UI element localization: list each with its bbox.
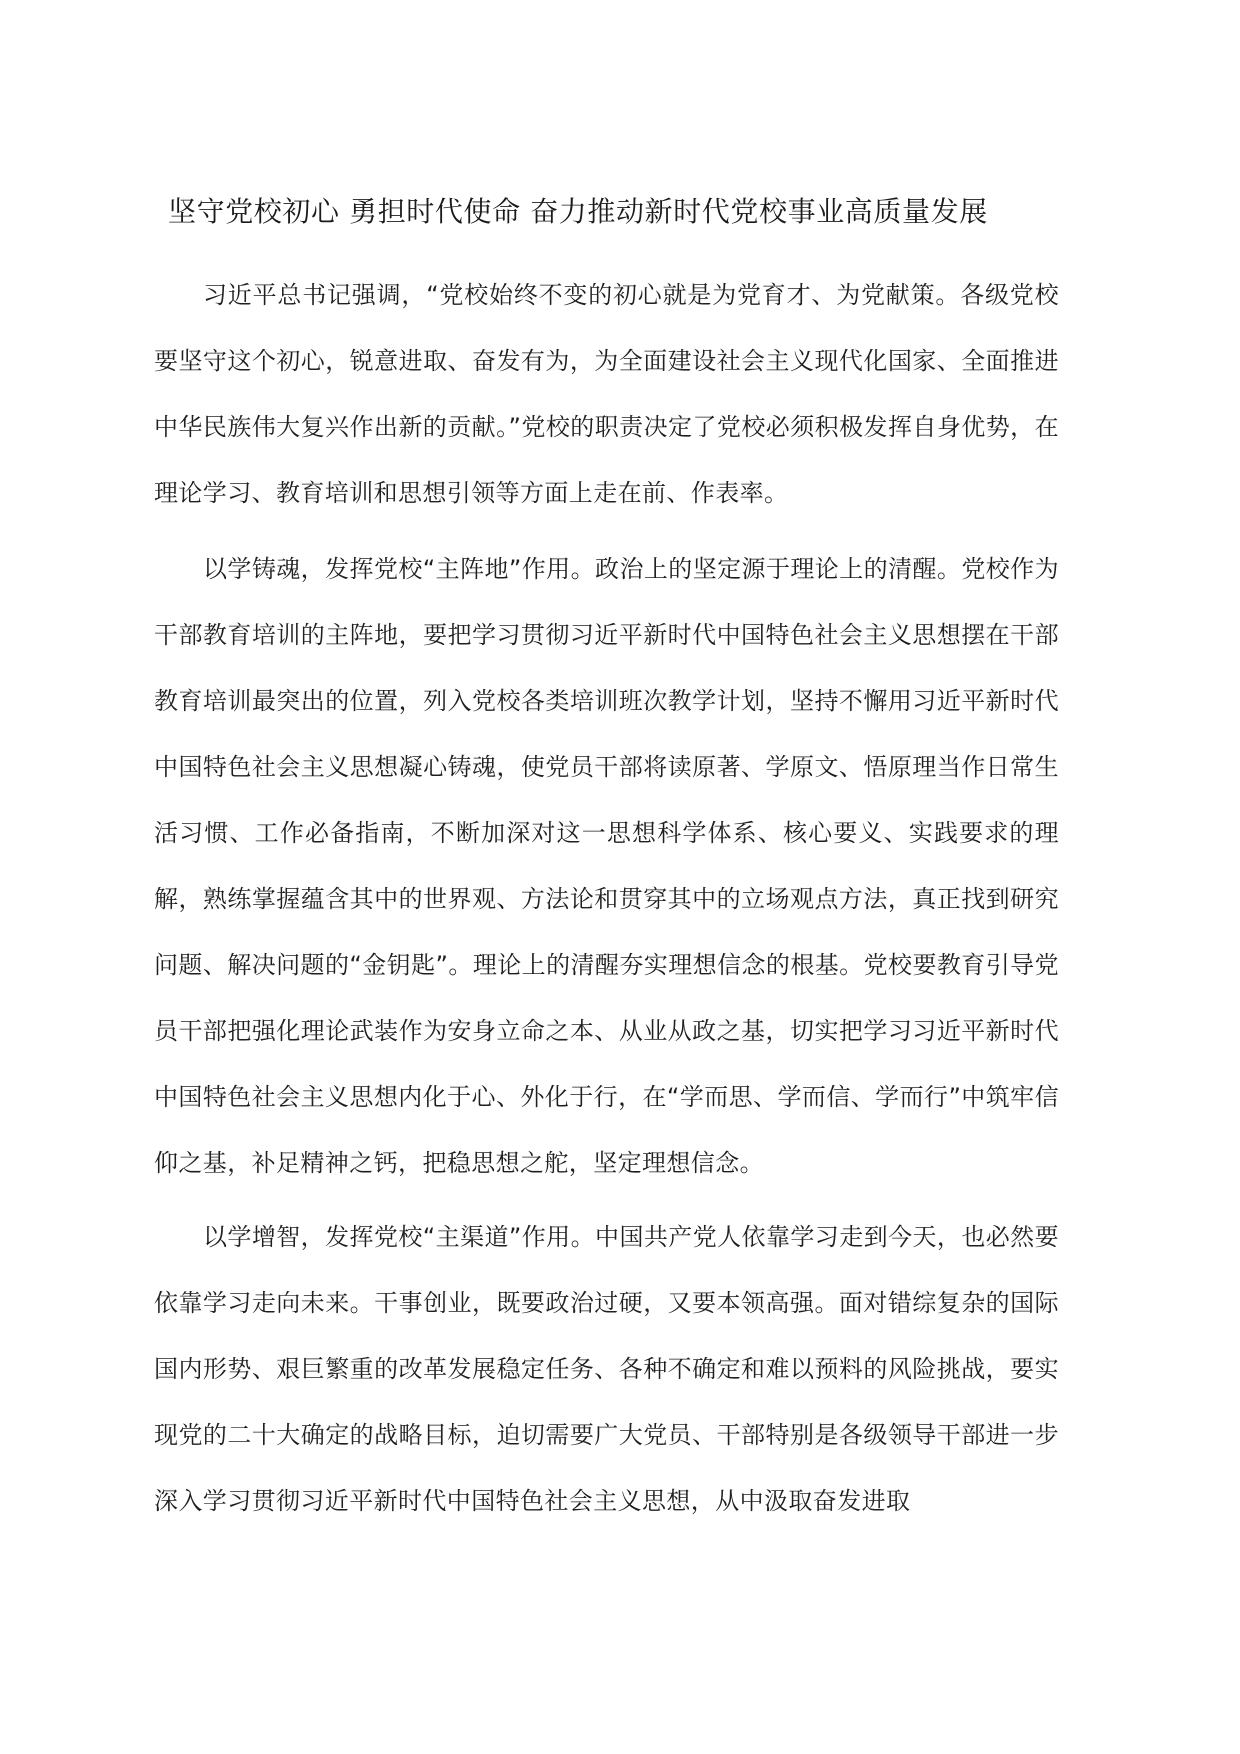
paragraph-zhuqudao: 以学增智，发挥党校“主渠道”作用。中国共产党人依靠学习走到今天，也必然要依靠学习走向未来。干事创业，既要政治过硬，又要本领高强。面对错综复杂的国际国内形势、艰巨繁重的改革发展稳定任务、各种不确定和难以预料的风险挑战，要实现党的二十大确定的战略目标，迫切需要广大党员、干部特别是各级领导干部进一步深入学习贯彻习近平新时代中国特色社会主义思想，从中汲取奋发进取 <box>154 1223 1059 1515</box>
paragraph-zhuzhendi: 以学铸魂，发挥党校“主阵地”作用。政治上的坚定源于理论上的清醒。党校作为干部教育培训的主阵地，要把学习贯彻习近平新时代中国特色社会主义思想摆在干部教育培训最突出的位置，列入党校各类培训班次教学计划，坚持不懈用习近平新时代中国特色社会主义思想凝心铸魂，使党员干部将读原著、学原文、悟原理当作日常生活习惯、工作必备指南，不断加深对这一思想科学体系、核心要义、实践要求的理解，熟练掌握蕴含其中的世界观、方法论和贯穿其中的立场观点方法，真正找到研究问题、解决问题的“金钥匙”。理论上的清醒夯实理想信念的根基。党校要教育引导党员干部把强化理论武装作为安身立命之本、从业从政之基，切实把学习习近平新时代中国特色社会主义思想内化于心、外化于行，在“学而思、学而信、学而行”中筑牢信仰之基，补足精神之钙，把稳思想之舵，坚定理想信念。 <box>154 555 1059 1177</box>
document-title: 坚守党校初心 勇担时代使命 奋力推动新时代党校事业高质量发展 <box>168 195 988 228</box>
paragraph-intro: 习近平总书记强调，“党校始终不变的初心就是为党育才、为党献策。各级党校要坚守这个初心，锐意进取、奋发有为，为全面建设社会主义现代化国家、全面推进中华民族伟大复兴作出新的贡献。”党校的职责决定了党校必须积极发挥自身优势，在理论学习、教育培训和思想引领等方面上走在前、作表率。 <box>154 281 1059 507</box>
